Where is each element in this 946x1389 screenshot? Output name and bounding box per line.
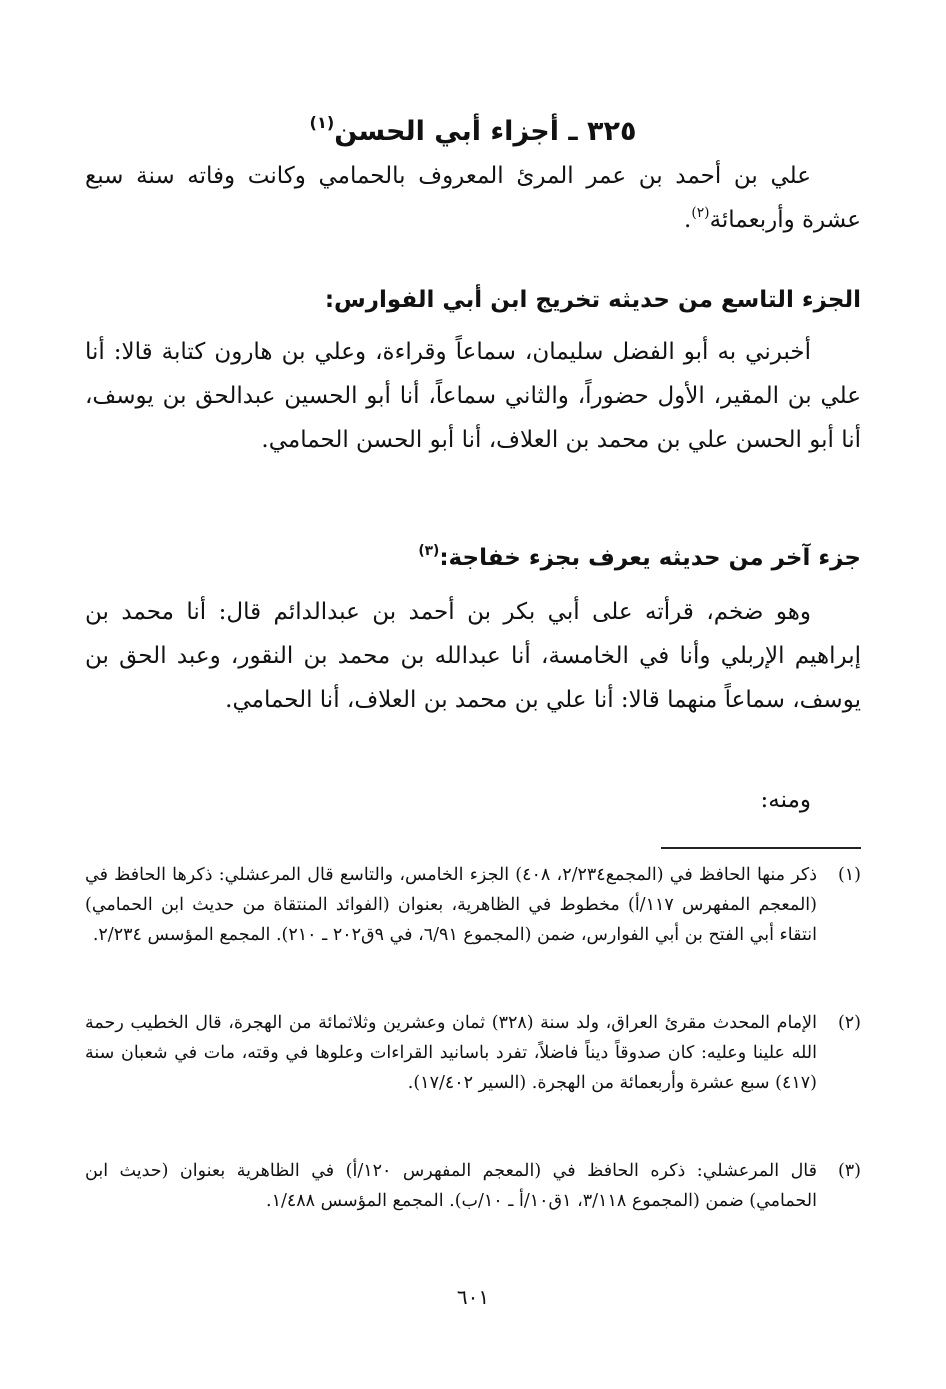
footnote-number: (٣) — [837, 1161, 861, 1181]
entry-intro — [85, 154, 861, 242]
footnote-ref-1: (١) — [309, 113, 335, 133]
section-2-trailer: ومنه: — [760, 787, 811, 813]
footnote-divider — [661, 847, 861, 849]
footnote-1 — [85, 860, 861, 950]
footnote-number: (٢) — [837, 1013, 861, 1033]
footnote-number: (١) — [837, 865, 861, 885]
entry-intro-text: علي بن أحمد بن عمر المرئ المعروف بالحمامي وكانت وفاته سنة سبع عشرة وأربعمائة — [85, 163, 861, 233]
footnote-ref-2: (٢) — [691, 204, 710, 221]
entry-title-text: ٣٢٥ ـ أجزاء أبي الحسن — [334, 116, 637, 148]
footnote-text: ذكر منها الحافظ في (المجمع٢/٢٣٤، ٤٠٨) الجزء الخامس، والتاسع قال المرعشلي: ذكرها الحافظ في (المعجم المفهرس ١١٧/أ) مخطوط في الظاهرية، بعنوان (الفوائد المنتقاة من حديث ابن الحمامي) انتقاء أبي الفتح بن أبي الفوارس، ضمن (المجموع ٦/٩١، في ٩ق٢٠٢ ـ ٢١٠). المجمع المؤسس ٢/٢٣٤. — [85, 865, 817, 945]
section-2-heading-text: جزء آخر من حديثه يعرف بجزء خفاجة: — [439, 545, 861, 571]
section-2-heading — [85, 538, 861, 578]
page-number: ٦٠١ — [456, 1285, 490, 1309]
section-2-text: وهو ضخم، قرأته على أبي بكر بن أحمد بن عبدالدائم قال: أنا محمد بن إبراهيم الإربلي وأنا في الخامسة، أنا عبدالله بن محمد بن النقور، وعبد الحق بن يوسف، سماعاً منهما قالا: أنا علي بن محمد بن العلاف، أنا الحمامي. — [85, 599, 861, 713]
footnote-text: الإمام المحدث مقرئ العراق، ولد سنة (٣٢٨) ثمان وعشرين وثلاثمائة من الهجرة، قال الخطيب رحمة الله علينا وعليه: كان صدوقاً ديناً فاضلاً، تفرد باسانيد القراءات وعلوها في وقته، مات في شعبان سنة (٤١٧) سبع عشرة وأربعمائة من الهجرة. (السير ١٧/٤٠٢). — [85, 1013, 817, 1093]
entry-title — [120, 110, 826, 154]
footnote-text: قال المرعشلي: ذكره الحافظ في (المعجم المفهرس ١٢٠/أ) في الظاهرية بعنوان (حديث ابن الحمامي) ضمن (المجموع ٣/١١٨، ١ق١٠/أ ـ ١٠/ب). المجمع المؤسس ١/٤٨٨. — [85, 1161, 817, 1211]
section-1-heading: الجزء التاسع من حديثه تخريج ابن أبي الفوارس: — [324, 287, 861, 313]
footnote-2 — [85, 1008, 861, 1098]
entry-intro-end: . — [684, 207, 692, 233]
section-1-text: أخبرني به أبو الفضل سليمان، سماعاً وقراءة، وعلي بن هارون كتابة قالا: أنا علي بن المقير، الأول حضوراً، والثاني سماعاً، أنا أبو الحسين عبدالحق بن يوسف، أنا أبو الحسن علي بن محمد بن العلاف، أنا أبو الحسن الحمامي. — [85, 339, 861, 453]
footnote-3 — [85, 1156, 861, 1216]
footnote-ref-3: (٣) — [418, 542, 440, 559]
